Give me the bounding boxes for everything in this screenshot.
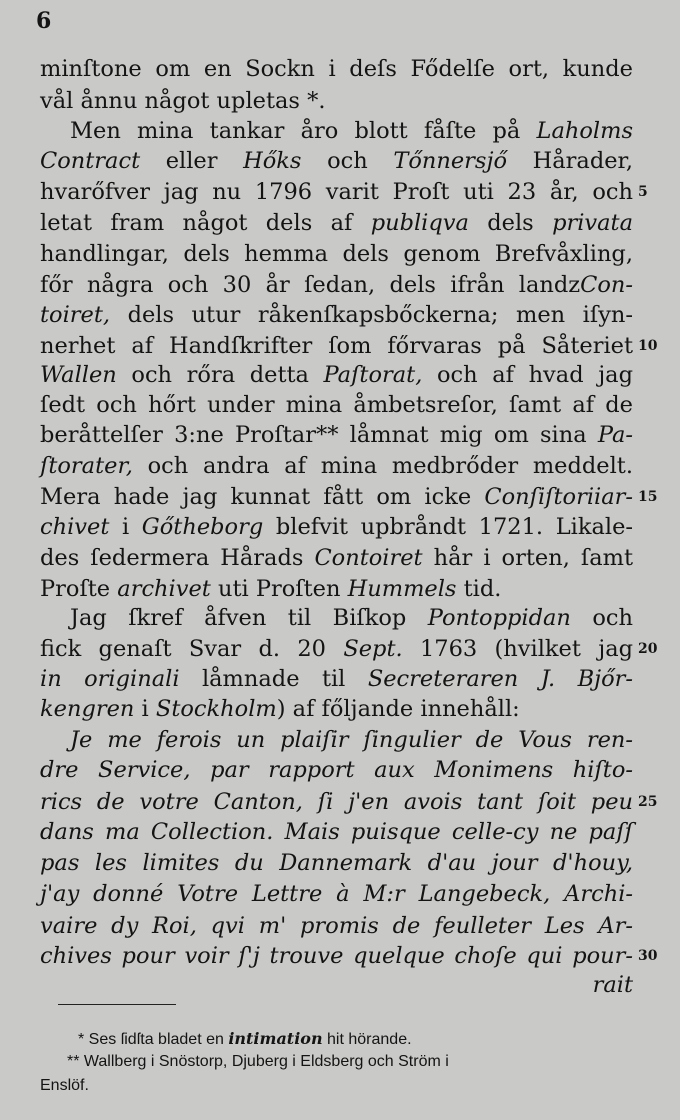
text-line <box>40 390 633 420</box>
text-run: ſedt och hőrt under mina åmbetsreſor, ſamt af de <box>40 392 633 418</box>
text-italic-run: Conſiſtoriiar- <box>484 484 633 510</box>
text-line <box>40 941 633 971</box>
text-italic-run: vaire dy Roi, qvi m' promis de feulleter Les Ar- <box>40 913 633 939</box>
text-run: och andra af mina medbrőder meddelt. <box>132 453 633 479</box>
footnote-run: hit hörande. <box>322 1031 412 1048</box>
line-number: 15 <box>638 489 658 505</box>
line-number: 25 <box>638 794 658 810</box>
text-italic-run: Laholms <box>536 118 633 144</box>
text-line <box>40 543 633 573</box>
text-line <box>40 451 633 481</box>
text-run: uti Proſten <box>210 576 348 602</box>
text-italic-run: rait <box>592 972 633 998</box>
footnote-italic-run: intimation <box>228 1029 323 1048</box>
text-line <box>40 420 633 450</box>
text-run: hår i orten, ſamt <box>422 545 633 571</box>
text-line <box>40 574 633 604</box>
text-italic-run: in originali <box>40 666 180 692</box>
text-line <box>40 146 633 176</box>
text-run: Mera hade jag kunnat fått om icke <box>40 484 485 510</box>
text-italic-run: Wallen <box>40 362 117 388</box>
text-run: handlingar, dels hemma dels genom Brefvåxling, <box>40 241 633 267</box>
footnote-run: Enslöf. <box>40 1077 89 1094</box>
text-run: i <box>109 514 142 540</box>
text-run: vål ånnu något upletas *. <box>40 88 326 114</box>
text-line <box>40 787 633 817</box>
text-italic-run: j'ay donné Votre Lettre à M:r Langebeck, Archi- <box>40 881 633 907</box>
text-italic-run: Secreteraren J. Bjőr- <box>367 666 633 692</box>
text-line <box>40 300 633 330</box>
text-run: letat fram något dels af <box>40 210 371 236</box>
text-italic-run: Con- <box>580 272 633 298</box>
text-line <box>40 177 633 207</box>
text-line <box>70 603 633 633</box>
text-line <box>40 270 633 300</box>
text-line <box>40 331 633 361</box>
text-line <box>40 86 633 116</box>
text-line <box>40 817 633 847</box>
text-run: nerhet af Handſkrifter ſom főrvaras på Såteriet <box>40 333 633 359</box>
text-run: blefvit upbråndt 1721. Likale- <box>263 514 633 540</box>
text-line <box>40 239 633 269</box>
text-run: főr några och 30 år ſedan, dels ifrån landz <box>40 272 581 298</box>
text-italic-run: Hummels <box>347 576 457 602</box>
text-line <box>70 725 633 755</box>
text-italic-run: publiqva <box>370 210 469 236</box>
text-line <box>40 755 633 785</box>
text-line <box>40 54 633 84</box>
text-line <box>70 116 633 146</box>
text-run: Hårader, <box>507 148 633 174</box>
text-run: fick genaſt Svar d. 20 <box>40 636 344 662</box>
text-line <box>40 634 633 664</box>
text-italic-run: Je me ferois un plaiſir ſingulier de Vous ren- <box>70 727 633 753</box>
footnote-line <box>40 1074 645 1097</box>
text-italic-run: Contract <box>40 148 141 174</box>
text-line <box>40 911 633 941</box>
text-italic-run: Tőnnersjő <box>393 148 508 174</box>
text-run: ) af főljande innehåll: <box>276 696 520 722</box>
text-run: i <box>134 696 156 722</box>
text-line <box>40 664 633 694</box>
text-run: eller <box>140 148 244 174</box>
text-italic-run: Paſtorat, <box>323 362 423 388</box>
footnote-line <box>78 1027 680 1051</box>
text-run: des ſedermera Hårads <box>40 545 315 571</box>
text-line <box>40 360 633 390</box>
text-italic-run: dans ma Collection. Mais puisque celle-cy ne paſſ <box>40 819 633 845</box>
line-number: 10 <box>638 338 658 354</box>
text-italic-run: pas les limites du Dannemark d'au jour d'houy, <box>40 850 633 876</box>
text-italic-run: dre Service, par rapport aux Monimens hiſto- <box>40 757 633 783</box>
footnote-run: * Ses ſidſta bladet en <box>78 1031 229 1048</box>
footnote-line <box>67 1050 672 1073</box>
footnote-rule <box>58 1004 176 1005</box>
text-line <box>40 970 633 1000</box>
text-line <box>40 848 633 878</box>
text-italic-run: Pontoppidan <box>427 605 571 631</box>
text-run: Jag ſkref åfven til Biſkop <box>70 605 428 631</box>
text-italic-run: Hőks <box>243 148 302 174</box>
text-run: 1763 (hvilket jag <box>402 636 634 662</box>
line-number: 20 <box>638 641 658 657</box>
text-run: och rőra detta <box>116 362 324 388</box>
text-run: Proſte <box>40 576 118 602</box>
text-run: och <box>570 605 634 631</box>
text-run: hvarőfver jag nu 1796 varit Proſt uti 23 år, och <box>40 179 633 205</box>
text-run: låmnade til <box>179 666 368 692</box>
footnote-run: ** Wallberg i Snöstorp, Djuberg i Eldsberg och Ström i <box>67 1053 449 1070</box>
text-italic-run: ſtorater, <box>40 453 133 479</box>
text-italic-run: chivet <box>40 514 110 540</box>
text-italic-run: chives pour voir ſ'j trouve quelque choſe qui pour- <box>40 943 633 969</box>
text-run: dels utur råkenſkapsbőckerna; men iſyn- <box>110 302 633 328</box>
text-line <box>40 694 633 724</box>
page-number: 6 <box>36 8 52 34</box>
text-italic-run: rics de votre Canton, ſi j'en avois tant ſoit peu <box>40 789 633 815</box>
text-italic-run: Sept. <box>343 636 403 662</box>
text-run: dels <box>468 210 553 236</box>
text-italic-run: kengren <box>40 696 135 722</box>
text-run: och af hvad jag <box>422 362 633 388</box>
text-run: beråttelſer 3:ne Proſtar** låmnat mig om sina <box>40 422 598 448</box>
text-italic-run: privata <box>552 210 634 236</box>
text-line <box>40 512 633 542</box>
text-line <box>40 879 633 909</box>
text-run: minſtone om en Sockn i deſs Fődelſe ort, kunde <box>40 56 633 82</box>
line-number: 5 <box>638 184 648 200</box>
text-run: Men mina tankar åro blott fåſte på <box>70 118 537 144</box>
text-run: tid. <box>456 576 502 602</box>
text-italic-run: archivet <box>117 576 211 602</box>
text-italic-run: Stockholm <box>155 696 277 722</box>
text-run: och <box>301 148 394 174</box>
line-number: 30 <box>638 948 658 964</box>
text-italic-run: Pa- <box>597 422 633 448</box>
text-italic-run: Contoiret <box>314 545 423 571</box>
text-italic-run: toiret, <box>40 302 111 328</box>
text-italic-run: Gőtheborg <box>141 514 264 540</box>
text-line <box>40 208 633 238</box>
text-line <box>40 482 633 512</box>
